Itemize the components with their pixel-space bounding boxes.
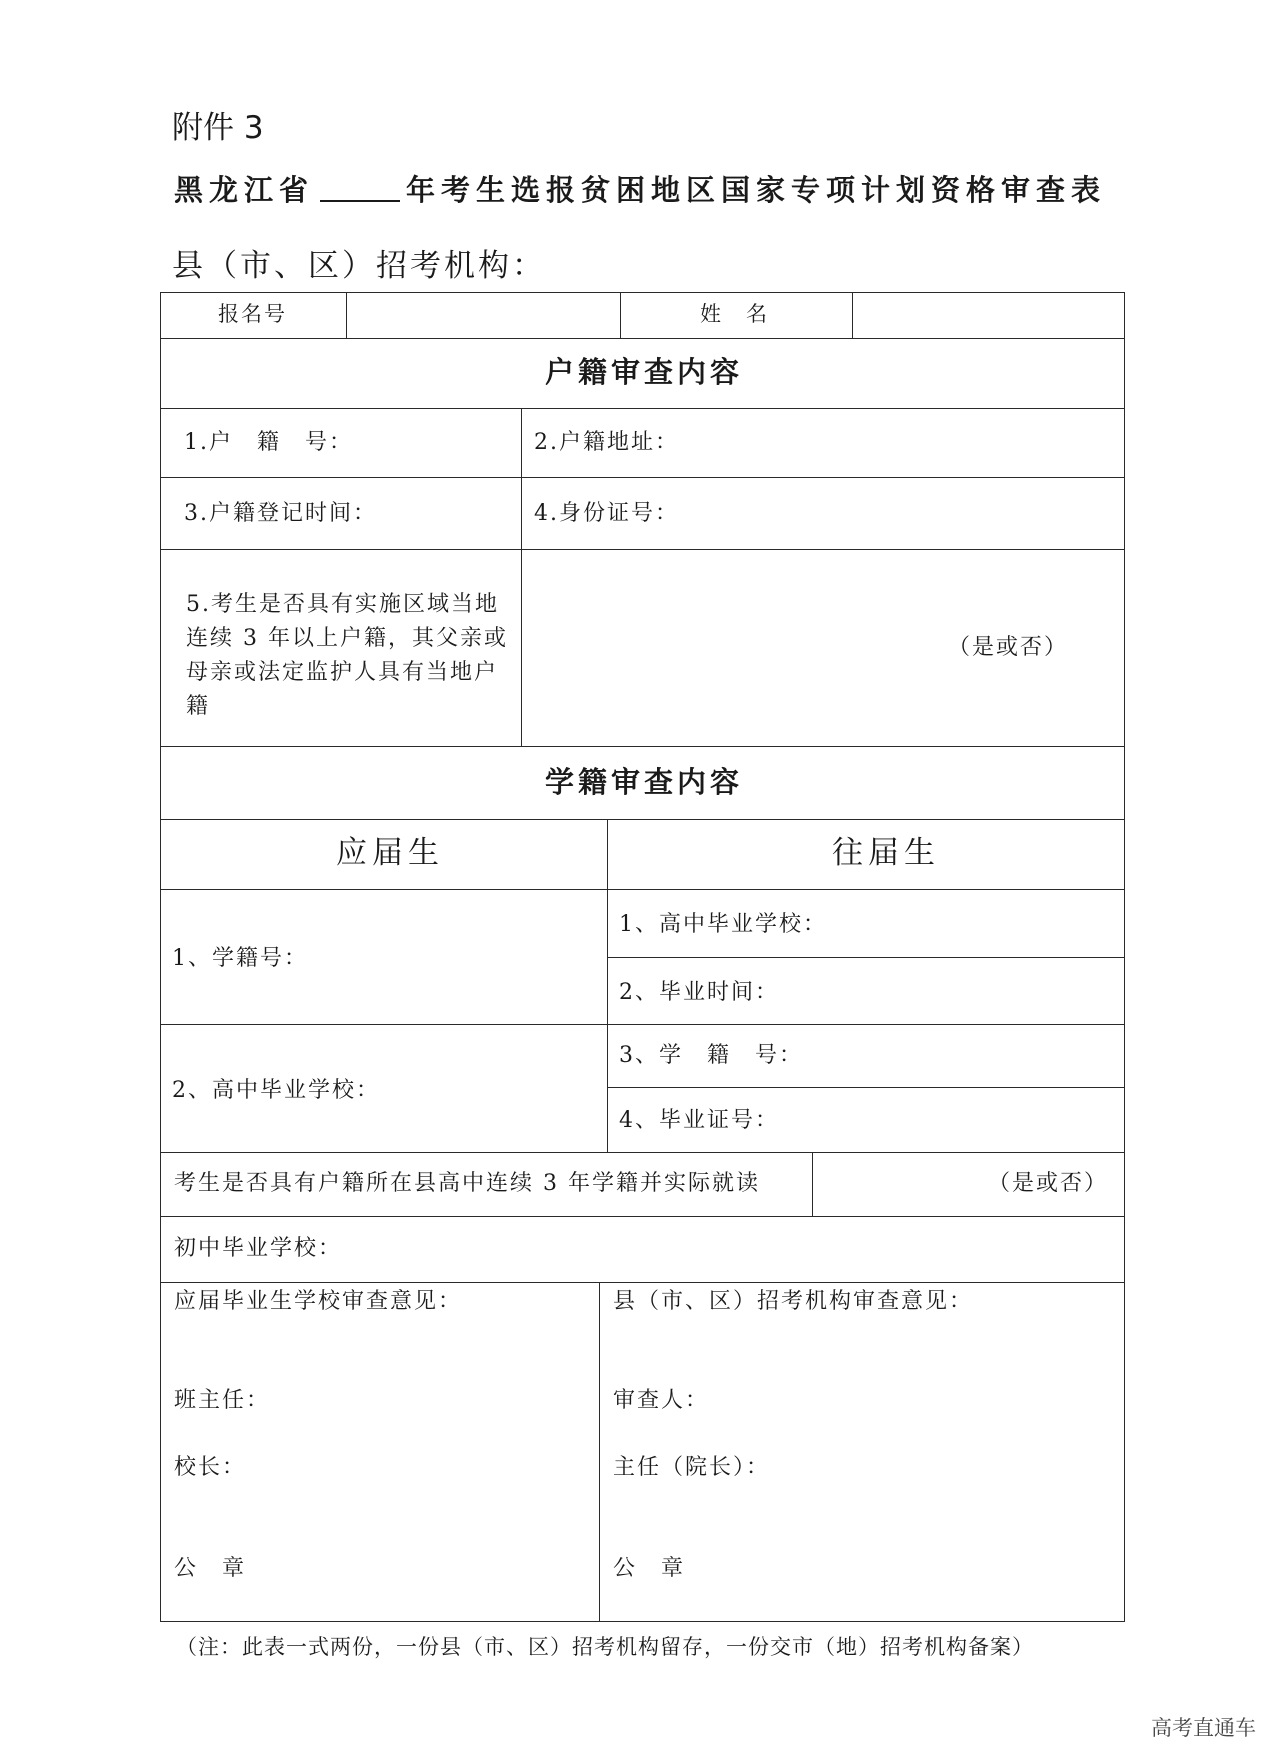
school-opinion-label: 应届毕业生学校审查意见： <box>174 1289 463 1314</box>
hline <box>607 957 1125 958</box>
footnote: （注：此表一式两份，一份县（市、区）招考机构留存，一份交市（地）招考机构备案） <box>176 1635 1034 1659</box>
name-label: 姓 名 <box>700 302 769 326</box>
vline <box>812 1152 813 1216</box>
title-suffix: 年考生选报贫困地区国家专项计划资格审查表 <box>406 173 1107 207</box>
xueji-header: 学籍审查内容 <box>545 765 744 799</box>
hline <box>160 477 1125 478</box>
hline <box>160 1282 1125 1283</box>
seal-right-label: 公 章 <box>613 1556 686 1581</box>
q1-label: 1.户 籍 号： <box>184 430 353 455</box>
attachment-label: 附件 3 <box>172 110 264 146</box>
q3-label: 3.户籍登记时间： <box>184 501 377 526</box>
q2-label: 2.户籍地址： <box>534 430 679 455</box>
form-title <box>0 168 1280 209</box>
title-prefix: 黑龙江省 <box>173 173 314 207</box>
year-blank[interactable] <box>320 174 400 202</box>
vline <box>620 292 621 338</box>
director-label: 主任（院长）： <box>613 1455 771 1480</box>
three-year-answer: （是或否） <box>988 1171 1109 1196</box>
huji-header: 户籍审查内容 <box>545 355 744 389</box>
hline <box>160 408 1125 409</box>
hline <box>160 889 1125 890</box>
past-item-2: 2、毕业时间： <box>619 980 779 1005</box>
name-input[interactable] <box>853 293 1123 337</box>
county-opinion-label: 县（市、区）招考机构审查意见： <box>613 1289 974 1314</box>
vline <box>599 1282 600 1621</box>
three-year-question: 考生是否具有户籍所在县高中连续 3 年学籍并实际就读 <box>174 1171 760 1196</box>
reg-no-input[interactable] <box>347 293 619 337</box>
head-teacher-label: 班主任： <box>174 1388 271 1413</box>
junior-school-label: 初中毕业学校： <box>174 1236 343 1261</box>
org-line: 县（市、区）招考机构： <box>172 248 546 284</box>
seal-left-label: 公 章 <box>174 1556 247 1581</box>
hline <box>160 1152 1125 1153</box>
past-header: 往届生 <box>832 835 940 871</box>
q5-label: 5.考生是否具有实施区域当地连续 3 年以上户籍，其父亲或母亲或法定监护人具有当地户籍 <box>186 592 508 719</box>
hline <box>160 746 1125 747</box>
reg-no-label: 报名号 <box>218 302 287 326</box>
watermark: 高考直通车 <box>1151 1716 1256 1740</box>
past-item-1: 1、高中毕业学校： <box>619 912 827 937</box>
current-item-2: 2、高中毕业学校： <box>172 1078 380 1103</box>
reviewer-label: 审查人： <box>613 1388 710 1413</box>
vline <box>607 819 608 1152</box>
hline <box>160 1216 1125 1217</box>
hline <box>160 1024 1125 1025</box>
q4-label: 4.身份证号： <box>534 501 679 526</box>
hline <box>160 819 1125 820</box>
hline <box>607 1087 1125 1088</box>
current-item-1: 1、学籍号： <box>172 946 308 971</box>
table-border-left <box>160 292 161 1622</box>
current-header: 应届生 <box>336 835 444 871</box>
q5-answer: （是或否） <box>948 635 1069 660</box>
past-item-4: 4、毕业证号： <box>619 1108 779 1133</box>
past-item-3: 3、学 籍 号： <box>619 1043 803 1068</box>
hline <box>160 338 1125 339</box>
hline <box>160 1621 1125 1622</box>
principal-label: 校长： <box>174 1455 247 1480</box>
